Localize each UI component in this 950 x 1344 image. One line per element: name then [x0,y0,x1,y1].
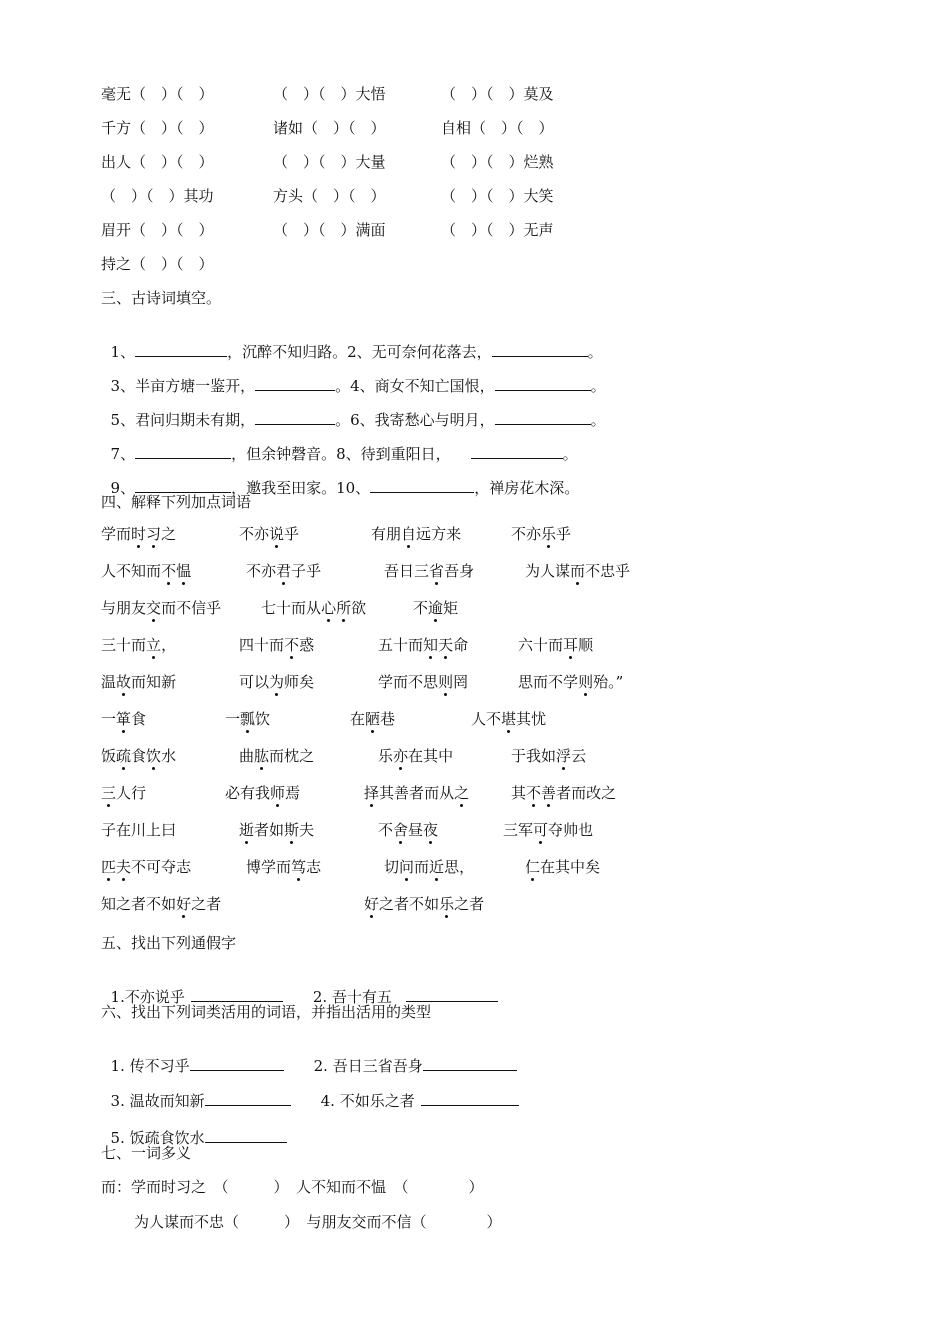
emphasis-dot-char: 三 [101,784,117,802]
phrase: 三十而立， [101,636,177,654]
emphasis-dot-char: 择 [364,784,380,802]
emphasis-dot-char: 则 [578,673,594,691]
emphasis-dot-char: 知 [423,636,439,654]
phrase: 一瓢饮 [225,710,271,728]
poem-text: 。 [562,445,578,463]
phrase: 四十而不惑 [239,636,315,654]
emphasis-dot-char: 善 [541,784,557,802]
tongjia-item: 1.不亦说乎 [110,988,185,1006]
poem-line-2 [101,357,606,395]
huoyong-item: 3. 温故而知新 [110,1092,205,1110]
emphasis-dot-char: 愠 [176,562,192,580]
idiom-item: 持之（ ）（ ） [101,255,214,273]
emphasis-dot-char: 逝 [239,821,255,839]
answer-blank[interactable] [135,443,231,459]
phrase: 学而不思则罔 [378,673,469,691]
emphasis-dot-char: 斯 [284,821,300,839]
phrase: 三人行 [101,784,147,802]
phrase: 切问而近思， [384,858,475,876]
phrase: 曲肱而枕之 [239,747,315,765]
idiom-item: 自相（ ）（ ） [441,119,554,137]
phrase: 人不堪其忧 [471,710,547,728]
idiom-item: 眉开（ ）（ ） [101,221,214,239]
section-7-title: 七、一词多义 [101,1144,192,1162]
idiom-item: 出人（ ）（ ） [101,153,214,171]
phrase: 在陋巷 [350,710,396,728]
phrase: 必有我师焉 [225,784,301,802]
polysemy-line-1: 而：学而时习之 （ ） 人不知而不愠 （ ） [101,1178,484,1196]
phrase: 有朋自远方来 [371,525,462,543]
emphasis-dot-char: 故 [116,673,132,691]
emphasis-dot-char: 可 [533,821,549,839]
poem-text: 。 [590,377,606,395]
emphasis-dot-char: 说 [269,525,285,543]
phrase: 一箪食 [101,710,147,728]
phrase: 饭疏食饮水 [101,747,177,765]
phrase: 不舍昼夜 [378,821,439,839]
poem-line-3 [101,391,606,429]
emphasis-dot-char: 立 [146,636,162,654]
poem-text: 7、 [110,445,136,463]
emphasis-dot-char: 舍 [393,821,409,839]
emphasis-dot-char: 陋 [365,710,381,728]
poem-text: ，但余钟磬音。8、待到重阳日， [231,445,451,463]
emphasis-dot-char: 乐 [541,525,557,543]
emphasis-dot-char: 省 [429,562,445,580]
emphasis-dot-char: 疏 [116,747,132,765]
emphasis-dot-char: 肱 [254,747,270,765]
idiom-item: （ ）（ ）大笑 [441,187,554,205]
emphasis-dot-char: 所 [336,599,352,617]
poem-text: ，邀我至田家。10、 [231,479,371,497]
section-4-title: 四、解释下列加点词语 [101,493,252,511]
huoyong-item: 4. 不如乐之者 [320,1092,415,1110]
emphasis-dot-char: 浮 [556,747,572,765]
huoyong-line-1 [101,1037,517,1075]
idiom-item: 方头（ ）（ ） [273,187,386,205]
huoyong-item: 1. 传不习乎 [110,1057,190,1075]
emphasis-dot-char: 好 [364,895,380,913]
phrase: 为人谋而不忠乎 [525,562,631,580]
answer-blank[interactable] [255,375,335,391]
phrase: 匹夫不可夺志 [101,858,192,876]
answer-blank[interactable] [135,341,227,357]
section-5-title: 五、找出下列通假字 [101,934,237,952]
answer-blank[interactable] [190,1055,284,1071]
phrase: 思而不学则殆。” [518,673,624,691]
poem-text: 。 [587,343,603,361]
answer-blank[interactable] [205,1090,291,1106]
emphasis-dot-char: 堪 [501,710,517,728]
emphasis-dot-char: 习 [146,525,162,543]
answer-blank[interactable] [423,1055,517,1071]
emphasis-dot-char: 师 [270,784,286,802]
phrase: 三军可夺帅也 [503,821,594,839]
answer-blank[interactable] [495,409,591,425]
answer-blank[interactable] [406,986,498,1002]
phrase: 七十而从心所欲 [261,599,367,617]
phrase: 其不善者而改之 [511,784,617,802]
emphasis-dot-char: 君 [276,562,292,580]
phrase: 不亦君子乎 [246,562,322,580]
tongjia-line [101,968,498,1006]
emphasis-dot-char: 逾 [428,599,444,617]
phrase: 于我如浮云 [511,747,587,765]
idiom-item: 千方（ ）（ ） [101,119,214,137]
emphasis-dot-char: 之 [454,784,470,802]
idiom-item: （ ）（ ）大量 [273,153,386,171]
poem-text: ，沉醉不知归路。2、无可奈何花落去， [227,343,492,361]
emphasis-dot-char: 夜 [423,821,439,839]
poem-text: 。4、商女不知亡国恨， [335,377,495,395]
emphasis-dot-char: 近 [429,858,445,876]
phrase: 知之者不如好之者 [101,895,222,913]
phrase: 逝者如斯夫 [239,821,315,839]
emphasis-dot-char: 交 [146,599,162,617]
idiom-item: （ ）（ ）莫及 [441,85,554,103]
emphasis-dot-char: 乐 [439,895,455,913]
idiom-item: （ ）（ ）大悟 [273,85,386,103]
answer-blank[interactable] [135,477,231,493]
emphasis-dot-char: 好 [176,895,192,913]
phrase: 子在川上曰 [101,821,177,839]
answer-blank[interactable] [205,1127,287,1143]
emphasis-dot-char: 不 [526,784,542,802]
emphasis-dot-char: 而 [570,562,586,580]
huoyong-item: 2. 吾日三省吾身 [313,1057,423,1075]
phrase: 博学而笃志 [246,858,322,876]
emphasis-dot-char: 仁 [525,858,541,876]
emphasis-dot-char: 亦 [393,747,409,765]
answer-blank[interactable] [191,986,283,1002]
phrase: 不逾矩 [413,599,459,617]
emphasis-dot-char: 时 [131,525,147,543]
phrase: 好之者不如乐之者 [364,895,485,913]
emphasis-dot-char: 夫 [116,858,132,876]
answer-blank[interactable] [255,409,335,425]
huoyong-line-3 [101,1109,287,1147]
emphasis-dot-char: 耳 [563,636,579,654]
phrase: 可以为师矣 [239,673,315,691]
poem-text: 1、 [110,343,136,361]
phrase: 不亦乐乎 [511,525,572,543]
phrase: 乐亦在其中 [378,747,454,765]
poem-text: 3、半亩方塘一鉴开， [110,377,256,395]
emphasis-dot-char: 不 [284,636,300,654]
answer-blank[interactable] [495,375,591,391]
poem-text: 。6、我寄愁心与明月， [335,411,495,429]
answer-blank[interactable] [492,341,588,357]
emphasis-dot-char: 不 [161,562,177,580]
phrase: 人不知而不愠 [101,562,192,580]
poem-line-4 [101,425,578,463]
emphasis-dot-char: 为 [269,673,285,691]
answer-blank[interactable] [471,443,563,459]
phrase: 与朋友交而不信乎 [101,599,222,617]
phrase: 六十而耳顺 [518,636,594,654]
answer-blank[interactable] [421,1090,519,1106]
answer-blank[interactable] [370,477,474,493]
emphasis-dot-char: 则 [438,673,454,691]
emphasis-dot-char: 箪 [116,710,132,728]
emphasis-dot-char: 饮 [146,747,162,765]
huoyong-item: 5. 饭疏食饮水 [110,1129,205,1147]
idiom-item: （ ）（ ）烂熟 [441,153,554,171]
section-6-title: 六、找出下列词类活用的词语，并指出活用的类型 [101,1003,432,1021]
emphasis-dot-char: 问 [399,858,415,876]
emphasis-dot-char: 天 [438,636,454,654]
phrase: 择其善者而从之 [364,784,470,802]
emphasis-dot-char: 匹 [101,858,117,876]
phrase: 学而时习之 [101,525,177,543]
idiom-item: （ ）（ ）其功 [101,187,214,205]
phrase: 温故而知新 [101,673,177,691]
polysemy-line-2: 为人谋而不忠（ ） 与朋友交而不信（ ） [134,1213,502,1231]
emphasis-dot-char: 心 [321,599,337,617]
poem-text: ，禅房花木深。 [474,479,580,497]
idiom-item: 诸如（ ）（ ） [273,119,386,137]
section-3-title: 三、古诗词填空。 [101,289,222,307]
poem-text: 9、 [110,479,136,497]
poem-line-5 [101,459,579,497]
phrase: 不亦说乎 [239,525,300,543]
idiom-item: （ ）（ ）无声 [441,221,554,239]
idiom-item: 毫无（ ）（ ） [101,85,214,103]
idiom-item: （ ）（ ）满面 [273,221,386,239]
huoyong-line-2 [101,1072,519,1110]
poem-text: 5、君问归期未有期， [110,411,256,429]
emphasis-dot-char: 瓢 [240,710,256,728]
emphasis-dot-char: 笃 [291,858,307,876]
poem-text: 。 [590,411,606,429]
tongjia-item: 2. 吾十有五 [312,988,392,1006]
phrase: 仁在其中矣 [525,858,601,876]
poem-line-1 [101,323,603,361]
phrase: 吾日三省吾身 [384,562,475,580]
phrase: 五十而知天命 [378,636,469,654]
emphasis-dot-char: 自 [401,525,417,543]
